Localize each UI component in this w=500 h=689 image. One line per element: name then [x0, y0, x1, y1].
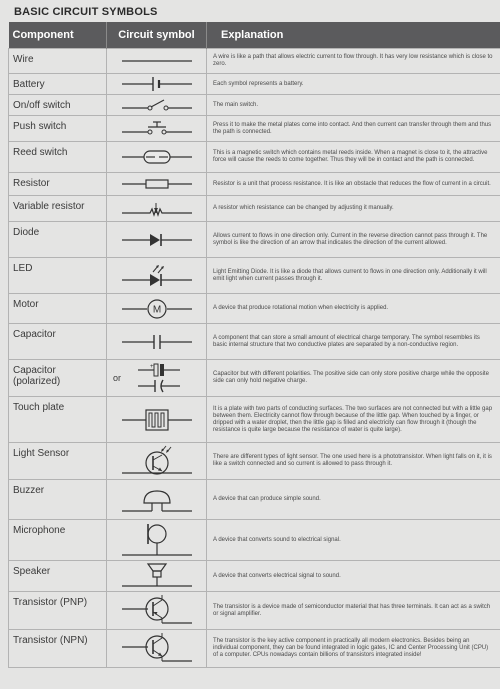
component-explanation: There are different types of light sensor. The one used here is a phototransistor. When light falls on it, it is like a switch connected and so current is allowed to pass through it.	[207, 443, 500, 480]
microphone-symbol-icon	[122, 522, 192, 558]
component-name: Push switch	[9, 116, 107, 142]
buzzer-symbol-icon	[122, 485, 192, 515]
component-name: On/off switch	[9, 95, 107, 116]
table-row	[9, 95, 500, 116]
component-explanation: Each symbol represents a battery.	[207, 74, 500, 95]
header-explanation: Explanation	[207, 22, 500, 49]
header-circuit-symbol: Circuit symbol	[107, 22, 207, 49]
component-name: Microphone	[9, 520, 107, 561]
component-explanation: This is a magnetic switch which contains metal reeds inside. When a magnet is close to it, the attractive force will cause the reeds to come together. Thus they will be in contact and the path is connected.	[207, 142, 500, 173]
component-name: Reed switch	[9, 142, 107, 173]
component-explanation: A device that converts electrical signal to sound.	[207, 561, 500, 592]
table-row	[9, 173, 500, 196]
capacitor-symbol-icon	[122, 333, 192, 351]
component-explanation: A wire is like a path that allows electric current to flow through. It has very low resistance which is close to zero.	[207, 49, 500, 74]
component-name: Resistor	[9, 173, 107, 196]
component-explanation: A device that can produce simple sound.	[207, 480, 500, 520]
component-explanation: Light Emitting Diode. It is like a diode that allows current to flows in one direction only. Additionally it will emit light when current passes through it.	[207, 258, 500, 294]
component-explanation: Press it to make the metal plates come into contact. And then current can transfer through them and thus the path is connected.	[207, 116, 500, 142]
table-header-row	[9, 22, 500, 49]
battery-symbol-icon	[122, 76, 192, 92]
component-name: Diode	[9, 222, 107, 258]
table-row	[9, 324, 500, 360]
component-explanation: The transistor is a device made of semiconductor material that has three terminals. It can act as a switch or signal amplifier.	[207, 592, 500, 630]
page-title: BASIC CIRCUIT SYMBOLS	[14, 6, 158, 18]
component-explanation: A component that can store a small amount of electrical charge temporary. The symbol resembles its basic internal structure that two conductive plates are separated by a non-conductive region.	[207, 324, 500, 360]
table-row	[9, 222, 500, 258]
component-explanation: A device that produce rotational motion when electricity is applied.	[207, 294, 500, 324]
component-explanation: The transistor is the key active component in practically all modern electronics. Besides being an individual component, they can be found integrated in logic gates, IC and Center Processing Unit (CPU) of a computer. CPUs nowadays contain billions of transistors integrated inside!	[207, 630, 500, 668]
component-name: Transistor (PNP)	[9, 592, 107, 630]
table-row	[9, 294, 500, 324]
or-label: or	[113, 373, 122, 383]
component-name: Transistor (NPN)	[9, 630, 107, 668]
svg-text:M: M	[152, 304, 161, 315]
component-name: Capacitor (polarized)	[9, 360, 107, 397]
table-row	[9, 630, 500, 668]
table-row	[9, 443, 500, 480]
component-explanation: Capacitor but with different polarities. The positive side can only store positive charge while the opposite side can only hold negative charge.	[207, 360, 500, 397]
component-name: Buzzer	[9, 480, 107, 520]
component-name: Touch plate	[9, 397, 107, 443]
svg-text:+: +	[149, 364, 154, 370]
resistor-symbol-icon	[122, 178, 192, 190]
table-row	[9, 49, 500, 74]
light-sensor-symbol-icon	[122, 445, 192, 477]
pnp-transistor-symbol-icon	[122, 595, 192, 627]
component-name: Battery	[9, 74, 107, 95]
circuit-symbols-table	[8, 22, 500, 668]
table-row	[9, 196, 500, 222]
push-switch-symbol-icon	[122, 121, 192, 137]
diode-symbol-icon	[122, 231, 192, 249]
component-name: Capacitor	[9, 324, 107, 360]
touch-plate-symbol-icon	[122, 407, 192, 433]
led-symbol-icon	[122, 263, 192, 289]
npn-transistor-symbol-icon	[122, 633, 192, 665]
variable-resistor-symbol-icon	[122, 201, 192, 217]
speaker-symbol-icon	[122, 562, 192, 590]
component-explanation: The main switch.	[207, 95, 500, 116]
component-explanation: Allows current to flows in one direction only. Current in the reverse direction cannot pass through it. The symbol is like the direction of an arrow that indicates the direction of the current allowed.	[207, 222, 500, 258]
switch-symbol-icon	[122, 98, 192, 112]
component-name: Light Sensor	[9, 443, 107, 480]
header-component: Component	[9, 22, 107, 49]
component-explanation: A resistor which resistance can be changed by adjusting it manually.	[207, 196, 500, 222]
component-name: Speaker	[9, 561, 107, 592]
table-row	[9, 592, 500, 630]
wire-symbol-icon	[122, 55, 192, 67]
polarized-capacitor-symbol-icon	[122, 362, 192, 394]
component-explanation: It is a plate with two parts of conducting surfaces. The two surfaces are not connected but with a little gap between them. Electricity cannot flow through because of the little gap. When touched by a finger, or dripped with a water droplet, then the little gap is filled and electricity can flow through it (though the resistance is quite large because the resistance of water is quite large).	[207, 397, 500, 443]
component-name: Motor	[9, 294, 107, 324]
motor-symbol-icon	[122, 298, 192, 320]
table-row	[9, 397, 500, 443]
component-name: Wire	[9, 49, 107, 74]
table-row	[9, 360, 500, 397]
table-row	[9, 142, 500, 173]
component-explanation: Resistor is a unit that process resistance. It is like an obstacle that reduces the flow of current in a circuit.	[207, 173, 500, 196]
table-row	[9, 520, 500, 561]
table-row	[9, 561, 500, 592]
component-name: Variable resistor	[9, 196, 107, 222]
table-row	[9, 480, 500, 520]
component-name: LED	[9, 258, 107, 294]
table-row	[9, 116, 500, 142]
reed-switch-symbol-icon	[122, 149, 192, 165]
table-row	[9, 258, 500, 294]
table-row	[9, 74, 500, 95]
component-explanation: A device that converts sound to electrical signal.	[207, 520, 500, 561]
